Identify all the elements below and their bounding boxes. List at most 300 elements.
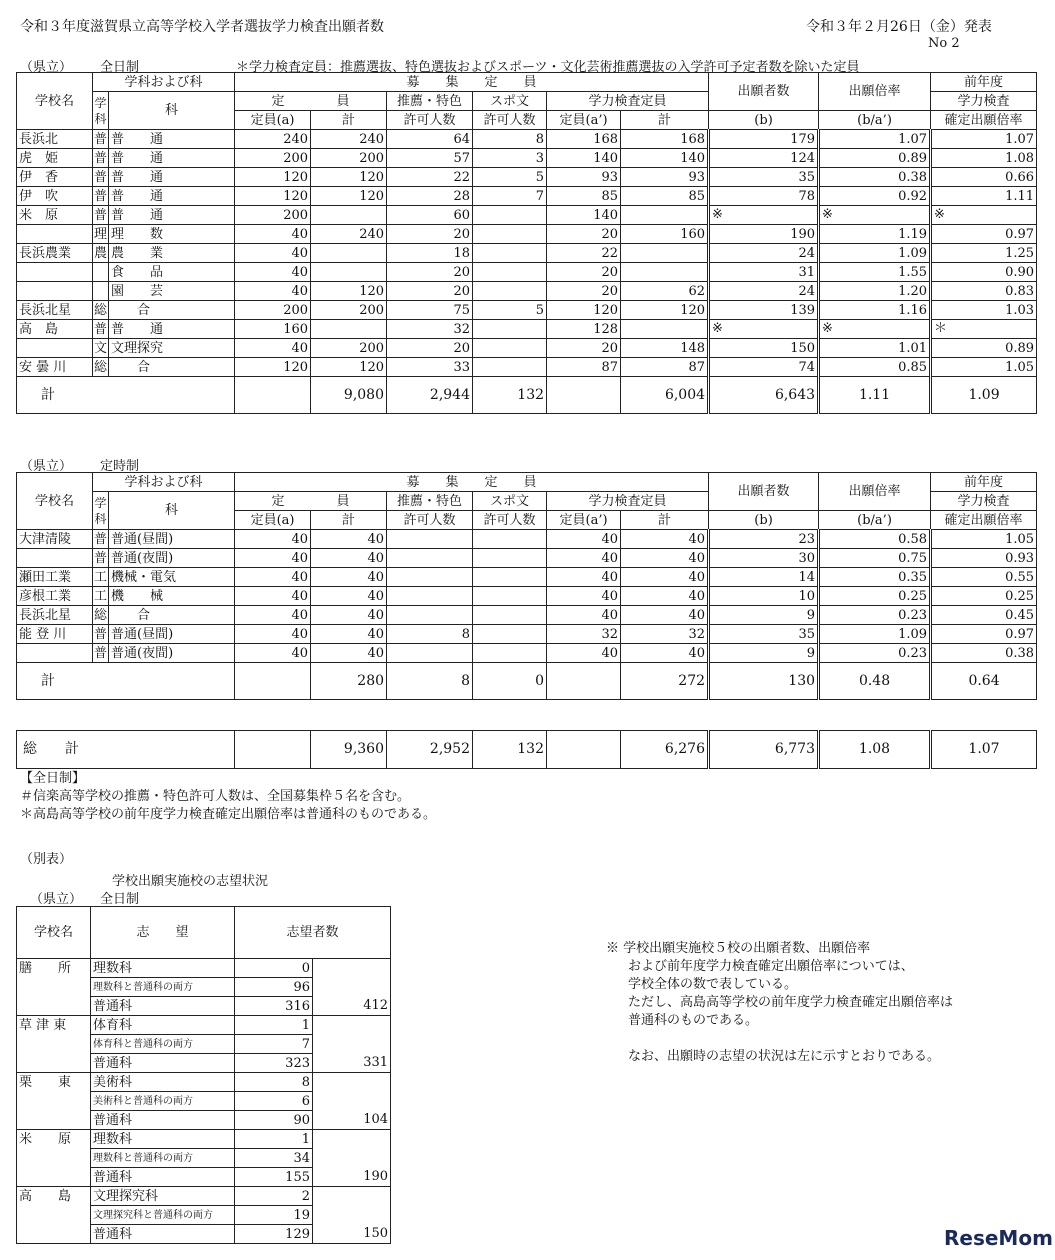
header-gakuryoku: 学力検査定員 — [547, 92, 709, 111]
header-teiin-a2: 定員(a’) — [547, 111, 621, 130]
appendix-total-cell: 331 — [313, 1054, 391, 1073]
zennichi-gaku-cell: 総 — [93, 359, 107, 375]
zennichi-gakuryoku-a-cell: 22 — [547, 244, 621, 263]
appendix-total-cell — [313, 959, 391, 978]
zennichi-gakuryoku-sum-cell: 93 — [621, 168, 709, 187]
note-line: 【全日制】 — [20, 771, 86, 786]
side-note-line: ただし、高島高等学校の前年度学力検査確定出願倍率は — [628, 995, 954, 1010]
t-header-gakuryoku: 学力検査定員 — [547, 492, 709, 511]
teiji-suisen-cell — [387, 644, 473, 663]
teiji-dept-cell: 普通(夜間) — [109, 549, 235, 568]
appendix-row — [17, 959, 391, 978]
appendix-count-cell: 8 — [235, 1073, 313, 1092]
appendix-school-cell — [17, 1168, 91, 1187]
zennichi-school-cell: 長浜北星 — [17, 301, 93, 320]
zennichi-suisen-cell: 20 — [387, 225, 473, 244]
teiji-teiin-a-cell: 40 — [235, 530, 311, 549]
zennichi-gakuryoku-sum-cell: 160 — [621, 225, 709, 244]
appendix-school-cell — [17, 1035, 91, 1054]
side-note-line: 普通科のものである。 — [628, 1013, 759, 1028]
appendix-count-cell: 323 — [235, 1054, 313, 1073]
teiji-pref-label: （県立） — [20, 459, 73, 474]
header-kyoka: 許可人数 — [387, 111, 473, 130]
zennichi-dept-cell: 普 通 — [109, 130, 235, 149]
teiji-teiin-a-cell: 40 — [235, 587, 311, 606]
zennichi-gakuryoku-a-cell: 168 — [547, 130, 621, 149]
zennichi-row — [17, 339, 1037, 358]
teiji-school-cell — [17, 549, 93, 568]
header-gaku-ka — [93, 92, 109, 130]
teiji-header — [17, 473, 1037, 530]
appendix-total-cell: 190 — [313, 1168, 391, 1187]
teiji-gakuryoku-sum-cell: 40 — [621, 549, 709, 568]
teiji-dept-cell: 普通(昼間) — [109, 625, 235, 644]
t-header-bairitsu: 出願倍率 — [819, 473, 931, 511]
zennichi-teiin-a-cell: 120 — [235, 168, 311, 187]
note-line: ＊高島高等学校の前年度学力検査確定出願倍率は普通科のものである。 — [20, 807, 437, 822]
teiji-gakuryoku-a-cell: 40 — [547, 644, 621, 663]
zennichi-teiin-a-cell: 160 — [235, 320, 311, 339]
zennichi-school-cell: 長浜北 — [17, 130, 93, 149]
teiji-sum-cell: 40 — [311, 644, 387, 663]
zennichi-supo-cell — [473, 263, 547, 282]
zennichi-prev-cell: ＊ — [931, 320, 1037, 339]
teiji-teiin-a-cell: 40 — [235, 625, 311, 644]
zennichi-suisen-cell: 57 — [387, 149, 473, 168]
zennichi-gakuryoku-a-cell: 140 — [547, 206, 621, 225]
teiji-sum-cell: 40 — [311, 568, 387, 587]
zennichi-shutsugan-cell: 74 — [709, 358, 819, 377]
teiji-row — [17, 549, 1037, 568]
appendix-wish-cell: 体育科 — [91, 1016, 235, 1035]
appendix-school-cell — [17, 1111, 91, 1130]
zennichi-sum-cell: 200 — [311, 301, 387, 320]
appendix-row — [17, 1130, 391, 1149]
zennichi-prev-cell: ※ — [931, 206, 1037, 225]
header-ba: (b/a’) — [819, 111, 931, 130]
zennichi-shutsugan-cell: 190 — [709, 225, 819, 244]
header-supo-kyoka: 許可人数 — [473, 111, 547, 130]
zennichi-suisen-cell: 60 — [387, 206, 473, 225]
header-boshu: 募 集 定 員 — [235, 73, 709, 92]
appendix-row — [17, 1187, 391, 1206]
teiji-gaku-cell: 普 — [93, 531, 107, 547]
zennichi-row — [17, 168, 1037, 187]
zennichi-prev-cell: 1.03 — [931, 301, 1037, 320]
teiji-school-cell: 彦根工業 — [17, 587, 93, 606]
teiji-type-label: 定時制 — [100, 459, 140, 474]
teiji-shutsugan-cell: 9 — [709, 606, 819, 625]
appendix-wish-cell: 普通科 — [91, 1054, 235, 1073]
total-gsum: 6,004 — [621, 377, 709, 414]
t-header-prev2: 学力検査 — [931, 492, 1037, 511]
zennichi-shutsugan-cell: 35 — [709, 168, 819, 187]
zennichi-prev-cell: 0.83 — [931, 282, 1037, 301]
zennichi-gaku-cell — [93, 263, 109, 282]
teiji-gaku-cell: 普 — [93, 626, 107, 642]
page-title: 令和３年度滋賀県立高等学校入学者選抜学力検査出願者数 — [20, 19, 384, 35]
zennichi-teiin-a-cell: 200 — [235, 301, 311, 320]
zennichi-prev-cell: 0.97 — [931, 225, 1037, 244]
appendix-row — [17, 1073, 391, 1092]
zennichi-dept-cell: 理 数 — [109, 225, 235, 244]
zennichi-gakuryoku-sum-cell: 120 — [621, 301, 709, 320]
zennichi-dept-cell: 普 通 — [109, 168, 235, 187]
zennichi-suisen-cell: 22 — [387, 168, 473, 187]
appendix-school-cell — [17, 997, 91, 1016]
side-note-line: および前年度学力検査確定出願倍率については、 — [628, 959, 914, 974]
zennichi-row — [17, 244, 1037, 263]
teiji-suisen-cell — [387, 568, 473, 587]
teiji-suisen-cell — [387, 587, 473, 606]
zennichi-sum-cell — [311, 320, 387, 339]
zennichi-bairitsu-cell: ※ — [819, 320, 931, 339]
zennichi-row — [17, 130, 1037, 149]
zennichi-gaku-cell: 普 — [93, 131, 107, 147]
zennichi-shutsugan-cell: 124 — [709, 149, 819, 168]
appendix-type: 全日制 — [100, 892, 140, 907]
teiji-bairitsu-cell: 0.35 — [819, 568, 931, 587]
appendix-wish-cell: 文理探究科と普通科の両方 — [91, 1206, 235, 1225]
zennichi-bairitsu-cell: 1.09 — [819, 244, 931, 263]
teiji-suisen-cell: 8 — [387, 625, 473, 644]
zennichi-prev-cell: 0.66 — [931, 168, 1037, 187]
zennichi-supo-cell: 7 — [473, 187, 547, 206]
appendix-total-cell — [313, 978, 391, 997]
t-header-prev3: 確定出願倍率 — [931, 511, 1037, 530]
t-header-ka: 科 — [109, 492, 235, 530]
zennichi-gakuryoku-a-cell: 20 — [547, 225, 621, 244]
teiji-suisen-cell — [387, 549, 473, 568]
t-header-gaku-ka — [93, 492, 109, 530]
total-empty — [235, 377, 311, 414]
zennichi-dept-cell: 普 通 — [109, 187, 235, 206]
appendix-total-cell — [313, 1149, 391, 1168]
zennichi-supo-cell — [473, 244, 547, 263]
appendix-school-cell — [17, 1054, 91, 1073]
teiji-school-cell — [17, 644, 93, 663]
teiji-prev-cell: 0.93 — [931, 549, 1037, 568]
teiji-prev-cell: 0.97 — [931, 625, 1037, 644]
zennichi-dept-cell: 普 通 — [109, 149, 235, 168]
teiji-school-cell: 長浜北星 — [17, 606, 93, 625]
teiji-total — [17, 663, 1037, 700]
header-gaku: 学 — [94, 95, 107, 110]
zennichi-row — [17, 320, 1037, 339]
zennichi-gakuryoku-sum-cell — [621, 320, 709, 339]
t-header-shutsugan: 出願者数 — [709, 473, 819, 511]
header-kei: 計 — [311, 111, 387, 130]
zennichi-supo-cell — [473, 320, 547, 339]
zennichi-dept-cell: 食 品 — [109, 263, 235, 282]
total-empty2 — [547, 377, 621, 414]
teiji-supo-cell — [473, 625, 547, 644]
teiji-supo-cell — [473, 587, 547, 606]
appendix-body — [17, 959, 391, 1244]
teiji-supo-cell — [473, 606, 547, 625]
header-suisen: 推薦・特色 — [387, 92, 473, 111]
zennichi-sum-cell: 240 — [311, 225, 387, 244]
zennichi-sum-cell — [311, 206, 387, 225]
teiji-prev-cell: 0.25 — [931, 587, 1037, 606]
zennichi-school-cell — [17, 225, 93, 244]
header-prev1: 前年度 — [931, 73, 1037, 92]
zennichi-supo-cell — [473, 358, 547, 377]
teiji-sum-cell: 40 — [311, 530, 387, 549]
zennichi-prev-cell: 0.89 — [931, 339, 1037, 358]
appendix-count-cell: 0 — [235, 959, 313, 978]
t-header-dept-group: 学科および科 — [93, 473, 235, 492]
grand-sum: 9,360 — [311, 731, 387, 769]
zennichi-supo-cell: 8 — [473, 130, 547, 149]
appendix-total-cell — [313, 1206, 391, 1225]
zennichi-suisen-cell: 18 — [387, 244, 473, 263]
zennichi-school-cell: 米 原 — [17, 206, 93, 225]
appendix-count-cell: 1 — [235, 1016, 313, 1035]
header-b: (b) — [709, 111, 819, 130]
teiji-sum-cell: 40 — [311, 606, 387, 625]
teiji-supo-cell — [473, 530, 547, 549]
teiji-total-prev: 0.64 — [931, 663, 1037, 700]
zennichi-gakuryoku-sum-cell: 168 — [621, 130, 709, 149]
teiji-bairitsu-cell: 0.75 — [819, 549, 931, 568]
teiji-shutsugan-cell: 14 — [709, 568, 819, 587]
zennichi-shutsugan-cell: 139 — [709, 301, 819, 320]
zennichi-prev-cell: 0.90 — [931, 263, 1037, 282]
zennichi-row — [17, 301, 1037, 320]
teiji-gakuryoku-a-cell: 40 — [547, 587, 621, 606]
teiji-school-cell: 能 登 川 — [17, 625, 93, 644]
appendix-row — [17, 1168, 391, 1187]
zennichi-gakuryoku-sum-cell: 62 — [621, 282, 709, 301]
section-pref-label: （県立） — [20, 60, 73, 75]
appendix-count-cell: 96 — [235, 978, 313, 997]
zennichi-suisen-cell: 20 — [387, 282, 473, 301]
appendix-wish-cell: 普通科 — [91, 1225, 235, 1244]
zennichi-row — [17, 225, 1037, 244]
teiji-row — [17, 644, 1037, 663]
teiji-row — [17, 587, 1037, 606]
zennichi-gakuryoku-a-cell: 128 — [547, 320, 621, 339]
teiji-supo-cell — [473, 568, 547, 587]
grand-total-label: 総 計 — [17, 731, 235, 769]
zennichi-shutsugan-cell: 78 — [709, 187, 819, 206]
side-note-line: なお、出願時の志望の状況は左に示すとおりである。 — [628, 1049, 941, 1064]
side-note-line: ※ 学校出願実施校５校の出願者数、出願倍率 — [606, 941, 871, 956]
appendix-school-cell: 栗 東 — [17, 1073, 91, 1092]
teiji-shutsugan-cell: 35 — [709, 625, 819, 644]
appendix-count-cell: 6 — [235, 1092, 313, 1111]
t-header-gaku: 学 — [94, 495, 107, 510]
side-note-line — [606, 1030, 953, 1048]
zennichi-teiin-a-cell: 40 — [235, 263, 311, 282]
zennichi-row — [17, 206, 1037, 225]
zennichi-gaku-cell: 理 — [93, 226, 107, 242]
t-header-ba: (b/a’) — [819, 511, 931, 530]
appendix-count-cell: 129 — [235, 1225, 313, 1244]
zennichi-shutsugan-cell: 24 — [709, 244, 819, 263]
header-ka: 科 — [109, 92, 235, 130]
appendix-school-cell: 膳 所 — [17, 959, 91, 978]
zennichi-sum-cell: 200 — [311, 149, 387, 168]
note-line: ＃信楽高等学校の推薦・特色許可人数は、全国募集枠５名を含む。 — [20, 789, 411, 804]
t-header-b: (b) — [709, 511, 819, 530]
appendix-row — [17, 997, 391, 1016]
zennichi-prev-cell: 1.07 — [931, 130, 1037, 149]
appendix-label: （別表） — [20, 852, 73, 867]
zennichi-supo-cell — [473, 225, 547, 244]
header-bairitsu: 出願倍率 — [819, 73, 931, 111]
teiji-school-cell: 瀬田工業 — [17, 568, 93, 587]
zennichi-prev-cell: 1.11 — [931, 187, 1037, 206]
header-teiin-a: 定員(a) — [235, 111, 311, 130]
zennichi-shutsugan-cell: 24 — [709, 282, 819, 301]
appendix-total-cell: 150 — [313, 1225, 391, 1244]
teiji-teiin-a-cell: 40 — [235, 549, 311, 568]
zennichi-gakuryoku-sum-cell: 148 — [621, 339, 709, 358]
grand-gsum: 6,276 — [621, 731, 709, 769]
zennichi-gakuryoku-a-cell: 85 — [547, 187, 621, 206]
total-row — [17, 377, 1037, 414]
appendix-school-cell — [17, 978, 91, 997]
zennichi-dept-cell: 農 業 — [109, 244, 235, 263]
section-type-label: 全日制 — [100, 60, 140, 75]
zennichi-gakuryoku-sum-cell — [621, 263, 709, 282]
appendix-row — [17, 1016, 391, 1035]
teiji-gaku-cell: 工 — [93, 588, 107, 604]
zennichi-prev-cell: 1.05 — [931, 358, 1037, 377]
zennichi-dept-cell: 合 — [109, 301, 235, 320]
teiji-suisen-cell — [387, 530, 473, 549]
zennichi-sum-cell: 120 — [311, 282, 387, 301]
zennichi-bairitsu-cell: 0.92 — [819, 187, 931, 206]
zennichi-suisen-cell: 64 — [387, 130, 473, 149]
appendix-pref: （県立） — [30, 892, 83, 907]
teiji-shutsugan-cell: 23 — [709, 530, 819, 549]
zennichi-gaku-cell: 普 — [93, 150, 107, 166]
zennichi-dept-cell: 合 — [109, 358, 235, 377]
zennichi-dept-cell: 普 通 — [109, 320, 235, 339]
zennichi-bairitsu-cell: 1.07 — [819, 130, 931, 149]
header-prev3: 確定出願倍率 — [931, 111, 1037, 130]
appendix-school-cell: 米 原 — [17, 1130, 91, 1149]
zennichi-school-cell — [17, 339, 93, 358]
header-prev2: 学力検査 — [931, 92, 1037, 111]
appendix-h-count: 志望者数 — [235, 907, 391, 959]
zennichi-bairitsu-cell: 1.19 — [819, 225, 931, 244]
zennichi-bairitsu-cell: 0.85 — [819, 358, 931, 377]
appendix-wish-cell: 理数科と普通科の両方 — [91, 1149, 235, 1168]
zennichi-sum-cell: 120 — [311, 358, 387, 377]
total-sum: 9,080 — [311, 377, 387, 414]
t-header-suisen: 推薦・特色 — [387, 492, 473, 511]
zennichi-body — [17, 130, 1037, 377]
appendix-total-cell — [313, 1073, 391, 1092]
zennichi-bairitsu-cell: ※ — [819, 206, 931, 225]
zennichi-bairitsu-cell: 1.16 — [819, 301, 931, 320]
zennichi-gakuryoku-a-cell: 120 — [547, 301, 621, 320]
grand-prev: 1.07 — [931, 731, 1037, 769]
appendix-count-cell: 2 — [235, 1187, 313, 1206]
teiji-dept-cell: 機 械 — [109, 587, 235, 606]
appendix-total-cell — [313, 1187, 391, 1206]
zennichi-dept-cell: 普 通 — [109, 206, 235, 225]
appendix-school-cell — [17, 1206, 91, 1225]
zennichi-bairitsu-cell: 1.20 — [819, 282, 931, 301]
zennichi-prev-cell: 1.25 — [931, 244, 1037, 263]
t-header-kei2: 計 — [621, 511, 709, 530]
appendix-count-cell: 7 — [235, 1035, 313, 1054]
teiji-gakuryoku-a-cell: 40 — [547, 568, 621, 587]
teiji-total-sp: 0 — [473, 663, 547, 700]
zennichi-gaku-cell: 普 — [93, 207, 107, 223]
teiji-dept-cell: 普通(夜間) — [109, 644, 235, 663]
t-header-teiin-a2: 定員(a’) — [547, 511, 621, 530]
teiji-gaku-cell: 総 — [93, 607, 107, 623]
appendix-count-cell: 316 — [235, 997, 313, 1016]
teiji-teiin-a-cell: 40 — [235, 606, 311, 625]
appendix-wish-cell: 美術科と普通科の両方 — [91, 1092, 235, 1111]
appendix-school-cell: 高 島 — [17, 1187, 91, 1206]
teiji-shutsugan-cell: 9 — [709, 644, 819, 663]
appendix-total-cell: 412 — [313, 997, 391, 1016]
appendix-row — [17, 1035, 391, 1054]
grand-sp: 132 — [473, 731, 547, 769]
appendix-row — [17, 1149, 391, 1168]
teiji-row — [17, 568, 1037, 587]
appendix-total-cell: 104 — [313, 1111, 391, 1130]
teiji-gakuryoku-a-cell: 32 — [547, 625, 621, 644]
zennichi-row — [17, 358, 1037, 377]
appendix-h-wish: 志 望 — [91, 907, 235, 959]
zennichi-supo-cell — [473, 282, 547, 301]
teiji-bairitsu-cell: 0.58 — [819, 530, 931, 549]
appendix-row — [17, 1054, 391, 1073]
header-school: 学校名 — [17, 73, 93, 130]
zennichi-gaku-cell: 普 — [93, 188, 107, 204]
zennichi-teiin-a-cell: 120 — [235, 187, 311, 206]
teiji-supo-cell — [473, 644, 547, 663]
grand-total-row — [17, 731, 1037, 769]
zennichi-gaku-cell: 文 — [93, 340, 107, 356]
teiji-gaku-cell: 普 — [93, 550, 107, 566]
zennichi-sum-cell: 200 — [311, 339, 387, 358]
zennichi-total — [17, 377, 1037, 414]
appendix-total-cell — [313, 1016, 391, 1035]
appendix-count-cell: 34 — [235, 1149, 313, 1168]
zennichi-sum-cell — [311, 263, 387, 282]
zennichi-supo-cell: 3 — [473, 149, 547, 168]
teiji-teiin-a-cell: 40 — [235, 644, 311, 663]
zennichi-prev-cell: 1.08 — [931, 149, 1037, 168]
teiji-shutsugan-cell: 10 — [709, 587, 819, 606]
teiji-total-gsum: 272 — [621, 663, 709, 700]
teiji-shutsugan-cell: 30 — [709, 549, 819, 568]
zennichi-row — [17, 149, 1037, 168]
zennichi-suisen-cell: 33 — [387, 358, 473, 377]
notes-block — [20, 770, 436, 824]
grand-total-table — [16, 730, 1037, 769]
teiji-gakuryoku-sum-cell: 40 — [621, 606, 709, 625]
teiji-total-b: 130 — [709, 663, 819, 700]
teiji-gakuryoku-sum-cell: 32 — [621, 625, 709, 644]
teiji-body — [17, 530, 1037, 663]
grand-empty2 — [547, 731, 621, 769]
appendix-school-cell — [17, 1225, 91, 1244]
teiji-dept-cell: 機械・電気 — [109, 568, 235, 587]
appendix-count-cell: 155 — [235, 1168, 313, 1187]
appendix-count-cell: 1 — [235, 1130, 313, 1149]
